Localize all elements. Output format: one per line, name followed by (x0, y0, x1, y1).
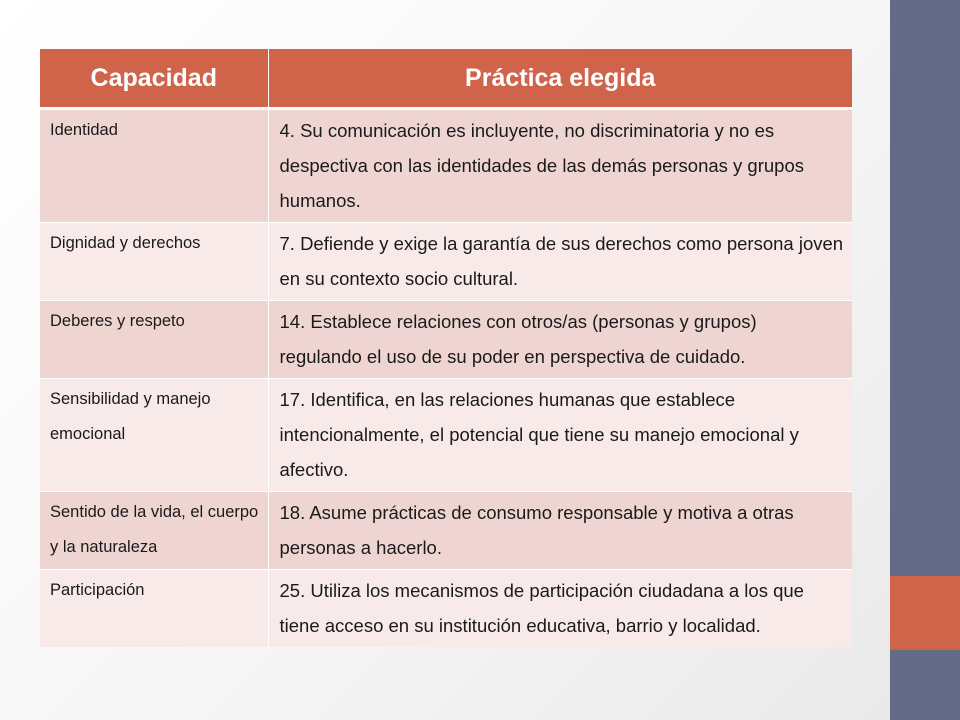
cell-capacity: Identidad (40, 109, 268, 223)
cell-capacity: Sensibilidad y manejo emocional (40, 379, 268, 492)
cell-capacity: Dignidad y derechos (40, 223, 268, 301)
table-row (40, 379, 852, 492)
table-row (40, 570, 852, 648)
cell-practice: 17. Identifica, en las relaciones humanas que establece intencionalmente, el potencial que tiene su manejo emocional y afectivo. (268, 379, 852, 492)
table-row (40, 492, 852, 570)
table-row (40, 109, 852, 223)
cell-capacity: Deberes y respeto (40, 301, 268, 379)
cell-capacity: Participación (40, 570, 268, 648)
table-row (40, 301, 852, 379)
header-practice: Práctica elegida (268, 49, 852, 109)
practices-table (40, 49, 852, 647)
table-header-row (40, 49, 852, 109)
practices-table-container (40, 49, 852, 647)
cell-practice: 7. Defiende y exige la garantía de sus derechos como persona joven en su contexto socio cultural. (268, 223, 852, 301)
cell-practice: 25. Utiliza los mecanismos de participación ciudadana a los que tiene acceso en su institución educativa, barrio y localidad. (268, 570, 852, 648)
cell-practice: 4. Su comunicación es incluyente, no discriminatoria y no es despectiva con las identidades de las demás personas y grupos humanos. (268, 109, 852, 223)
side-accent-block (890, 576, 960, 650)
cell-practice: 18. Asume prácticas de consumo responsable y motiva a otras personas a hacerlo. (268, 492, 852, 570)
table-row (40, 223, 852, 301)
header-capacity: Capacidad (40, 49, 268, 109)
cell-practice: 14. Establece relaciones con otros/as (personas y grupos) regulando el uso de su poder en perspectiva de cuidado. (268, 301, 852, 379)
cell-capacity: Sentido de la vida, el cuerpo y la naturaleza (40, 492, 268, 570)
